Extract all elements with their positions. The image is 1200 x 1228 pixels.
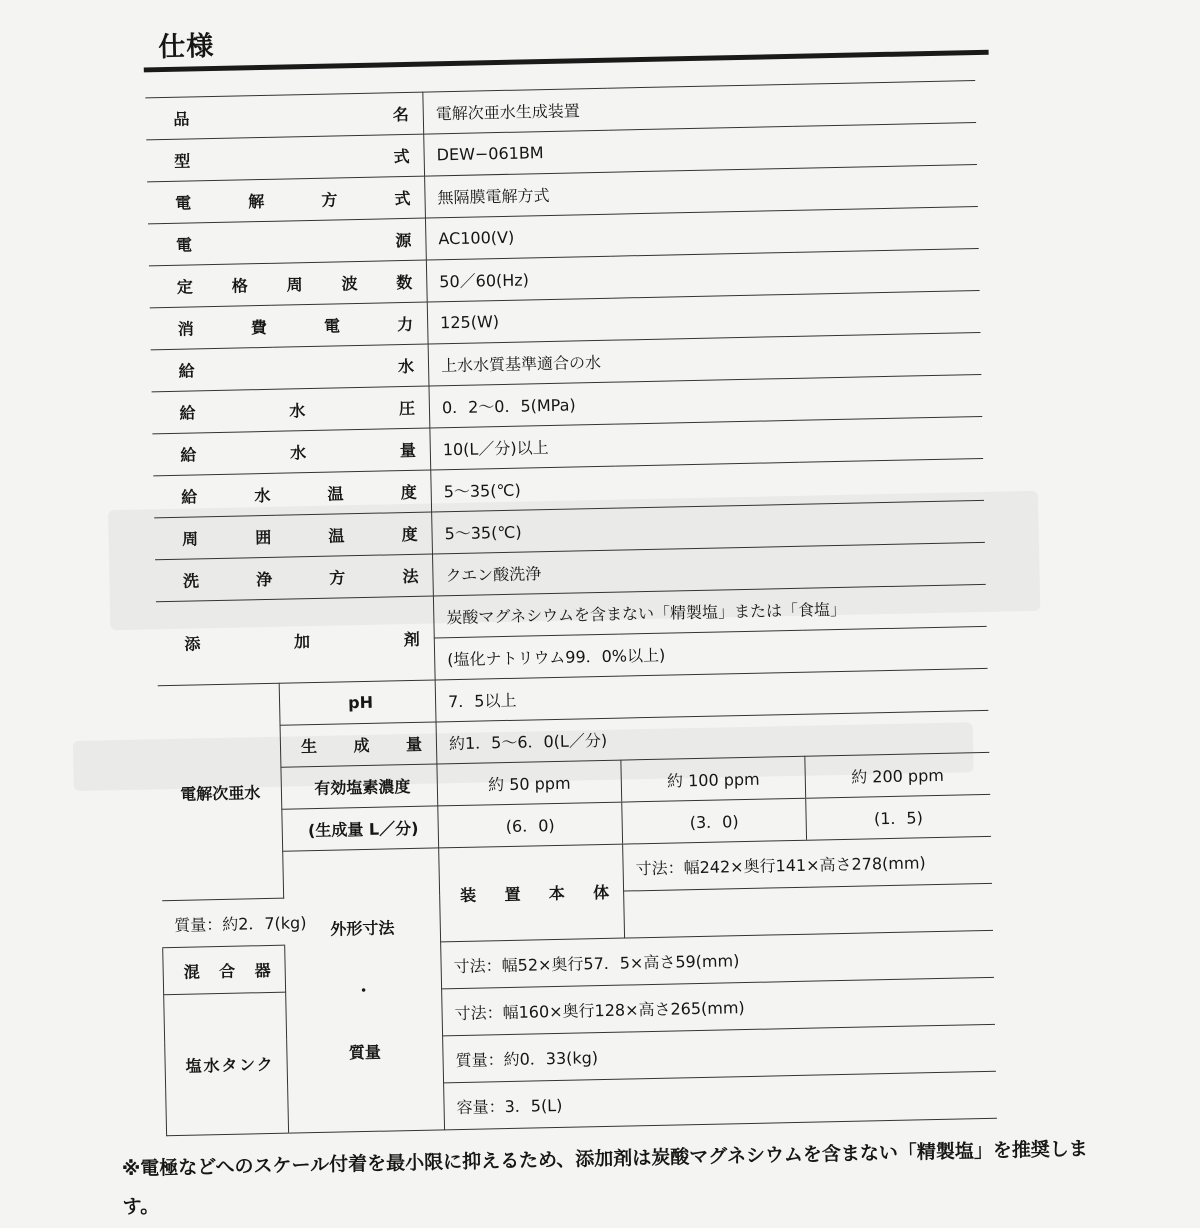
rate-cell: (3．0) bbox=[622, 798, 807, 844]
dimensions-label-bottom: 質量 bbox=[348, 1042, 382, 1062]
chlorine-sub-label: (生成量 L／分) bbox=[282, 806, 439, 851]
spec-label: 電解方式 bbox=[147, 176, 426, 224]
spec-label: 型式 bbox=[146, 134, 425, 182]
spec-value: 10(L／分)以上 bbox=[430, 416, 983, 470]
concentration-cell: 約 200 ppm bbox=[805, 752, 990, 798]
spec-value: 上水水質基準適合の水 bbox=[428, 332, 981, 386]
spec-value: 50／60(Hz) bbox=[426, 249, 979, 303]
tank-label: 塩水タンク bbox=[164, 992, 289, 1136]
spec-label: 定格周波数 bbox=[148, 260, 427, 308]
spec-label: 消費電力 bbox=[149, 302, 428, 350]
spec-value: 5〜35(℃) bbox=[432, 500, 985, 554]
spec-label: 電源 bbox=[148, 218, 427, 266]
spec-value: 5〜35(℃) bbox=[431, 458, 984, 512]
dimensions-label bbox=[283, 848, 445, 1133]
output-value: 約1．5〜6．0(L／分) bbox=[436, 710, 989, 764]
spec-label: 給水 bbox=[150, 344, 429, 392]
spec-value: 125(W) bbox=[427, 290, 980, 344]
dimensions-label-mid: ・ bbox=[355, 980, 372, 1000]
spec-value: 無隔膜電解方式 bbox=[425, 165, 978, 219]
main-unit-size: 寸法：幅242×奥行141×高さ278(mm) bbox=[623, 836, 992, 891]
ph-label: pH bbox=[279, 680, 436, 725]
section-title: 仕様 bbox=[158, 30, 215, 64]
mixer-label: 混合器 bbox=[163, 945, 286, 995]
additive-value-line1: 炭酸マグネシウムを含まない「精製塩」または「食塩」 bbox=[433, 584, 986, 638]
spec-value: 0．2〜0．5(MPa) bbox=[429, 374, 982, 428]
spec-value: AC100(V) bbox=[425, 207, 978, 261]
output-label: 生成量 bbox=[280, 722, 437, 767]
footnote: ※電極などへのスケール付着を最小限に抑えるため、添加剤は炭酸マグネシウムを含まない「精製塩」を推奨します。 bbox=[121, 1137, 1089, 1219]
concentration-cell: 約 100 ppm bbox=[621, 756, 806, 802]
spec-label: 洗浄方法 bbox=[155, 554, 434, 602]
rate-cell: (6．0) bbox=[438, 802, 623, 848]
spec-table bbox=[144, 80, 996, 1136]
electrolyzed-water-label: 電解次亜水 bbox=[157, 683, 283, 901]
spec-value: クエン酸洗浄 bbox=[433, 542, 986, 596]
tank-size: 寸法：幅160×奥行128×高さ265(mm) bbox=[442, 977, 995, 1036]
tank-volume: 容量：3．5(L) bbox=[444, 1071, 997, 1130]
spec-label: 周囲温度 bbox=[154, 512, 433, 560]
tank-mass: 質量：約0．33(kg) bbox=[443, 1024, 996, 1083]
main-unit-label: 装置本体 bbox=[439, 844, 625, 942]
additive-label: 添加剤 bbox=[155, 596, 435, 686]
spec-label: 給水温度 bbox=[153, 470, 432, 518]
title-rule bbox=[144, 50, 989, 73]
spec-label: 品名 bbox=[145, 92, 424, 140]
additive-value-line2: (塩化ナトリウム99．0%以上) bbox=[434, 626, 987, 680]
spec-label: 給水量 bbox=[152, 428, 431, 476]
ph-value: 7．5以上 bbox=[435, 668, 988, 722]
mixer-size: 寸法：幅52×奥行57．5×高さ59(mm) bbox=[441, 930, 994, 989]
main-unit-mass: 質量：約2．7(kg) bbox=[162, 891, 625, 948]
dimensions-label-top: 外形寸法 bbox=[330, 917, 395, 939]
rate-cell: (1．5) bbox=[806, 794, 991, 840]
spec-value: 電解次亜水生成装置 bbox=[423, 81, 976, 135]
chlorine-label: 有効塩素濃度 bbox=[281, 764, 438, 809]
spec-value: DEW−061BM bbox=[424, 123, 977, 177]
concentration-cell: 約 50 ppm bbox=[437, 760, 622, 806]
spec-label: 給水圧 bbox=[151, 386, 430, 434]
